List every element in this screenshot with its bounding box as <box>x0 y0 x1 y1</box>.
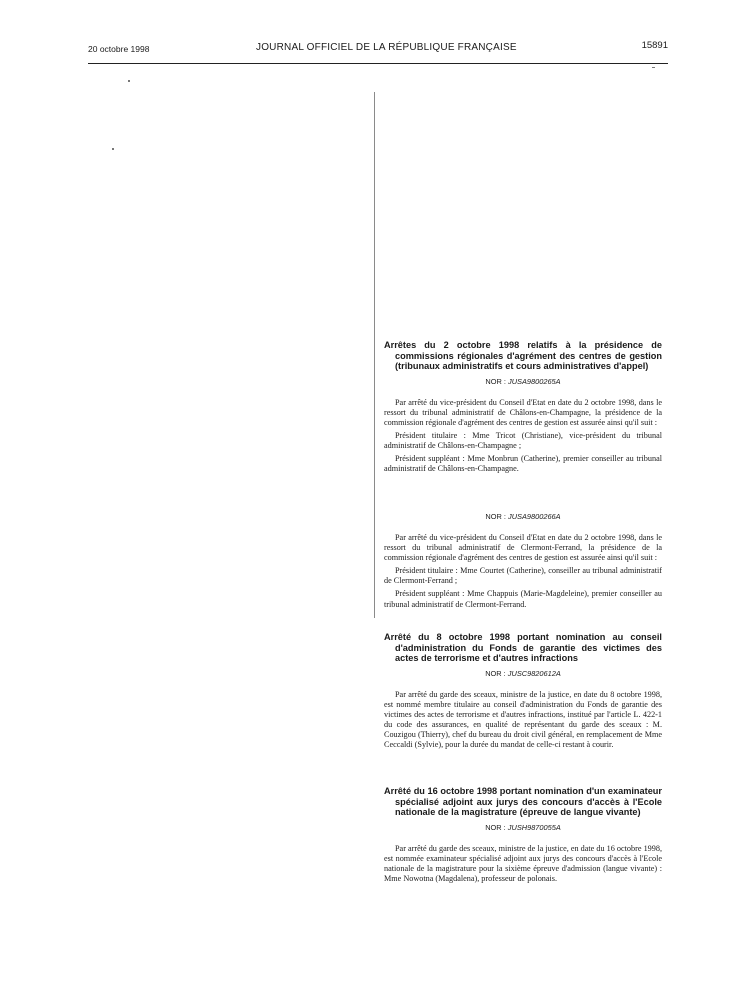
page-header <box>88 40 668 54</box>
header-journal-title: JOURNAL OFFICIEL DE LA RÉPUBLIQUE FRANÇAISE <box>256 42 517 53</box>
scan-speck <box>652 67 655 68</box>
header-date: 20 octobre 1998 <box>88 44 150 54</box>
decree-body <box>384 690 662 751</box>
paragraph: Par arrêté du garde des sceaux, ministre de la justice, en date du 8 octobre 1998, est nommé membre titulaire au conseil d'administration du Fonds de garantie des victimes des actes de terrorisme et d'autres infractions, institué par l'article L. 422-1 du code des assurances, en qualité de représentant du garde des sceaux : M. Couzigou (Thierry), chef du bureau du droit civil général, en remplacement de Mme Ceccaldi (Sylvie), pour la durée du mandat de celle-ci restant à courir. <box>384 689 662 750</box>
nor-code: JUSH9870055A <box>507 822 561 832</box>
nor-reference <box>384 823 662 832</box>
nor-reference <box>384 512 662 521</box>
section-title: Arrêté du 16 octobre 1998 portant nomination d'un examinateur spécialisé adjoint aux jurys des concours d'accès à l'Ecole nationale de la magistrature (épreuve de langue vivante) <box>384 786 662 818</box>
column-rule <box>374 92 375 618</box>
nor-prefix: NOR : <box>485 822 506 832</box>
nor-prefix: NOR : <box>485 376 506 386</box>
nor-code: JUSA9800265A <box>508 376 561 386</box>
section-title: Arrêtes du 2 octobre 1998 relatifs à la présidence de commissions régionales d'agrément des centres de gestion (tribunaux administratifs et cours administratives d'appel) <box>384 340 662 372</box>
paragraph: Par arrêté du garde des sceaux, ministre de la justice, en date du 16 octobre 1998, est nommée examinateur spécialisé adjoint aux jurys des concours d'accès à l'Ecole nationale de la magistrature pour la sixième épreuve d'admission (langue vivante) : Mme Nowotna (Magdalena), professeur de polonais. <box>384 843 662 884</box>
nor-code: JUSC9820612A <box>507 668 561 678</box>
nor-code: JUSA9800266A <box>508 512 561 521</box>
decree-body <box>384 533 662 610</box>
header-page-number: 15891 <box>641 40 668 51</box>
nor-reference <box>384 377 662 386</box>
scan-speck <box>112 148 114 150</box>
section-title: Arrêté du 8 octobre 1998 portant nomination au conseil d'administration du Fonds de garantie des victimes des actes de terrorisme et d'autres infractions <box>384 632 662 664</box>
paragraph: Président suppléant : Mme Chappuis (Marie-Magdeleine), premier conseiller au tribunal administratif de Clermont-Ferrand. <box>384 589 662 609</box>
decree-body <box>384 844 662 884</box>
paragraph: Par arrêté du vice-président du Conseil d'Etat en date du 2 octobre 1998, dans le ressort du tribunal administratif de Clermont-Ferrand, la présidence de la commission régionale d'agrément des centres de gestion est assurée ainsi qu'il suit : <box>384 533 662 563</box>
decree-body <box>384 398 662 475</box>
nor-prefix: NOR : <box>485 512 506 521</box>
nor-prefix: NOR : <box>485 668 506 678</box>
section-1 <box>384 340 662 474</box>
nor-reference <box>384 669 662 678</box>
scan-speck <box>128 80 130 82</box>
header-rule <box>88 63 668 64</box>
paragraph: Président titulaire : Mme Tricot (Christiane), vice-président du tribunal administratif de Châlons-en-Champagne ; <box>384 431 662 451</box>
paragraph: Par arrêté du vice-président du Conseil d'Etat en date du 2 octobre 1998, dans le ressort du tribunal administratif de Châlons-en-Champagne, la présidence de la commission régionale d'agrément des centres de gestion est assurée ainsi qu'il suit : <box>384 397 662 427</box>
section-3 <box>384 786 662 884</box>
paragraph: Président suppléant : Mme Monbrun (Catherine), premier conseiller au tribunal administratif de Châlons-en-Champagne. <box>384 454 662 474</box>
paragraph: Président titulaire : Mme Courtet (Catherine), conseiller au tribunal administratif de Clermont-Ferrand ; <box>384 566 662 586</box>
section-2 <box>384 632 662 750</box>
section-1-part-2 <box>384 507 662 610</box>
